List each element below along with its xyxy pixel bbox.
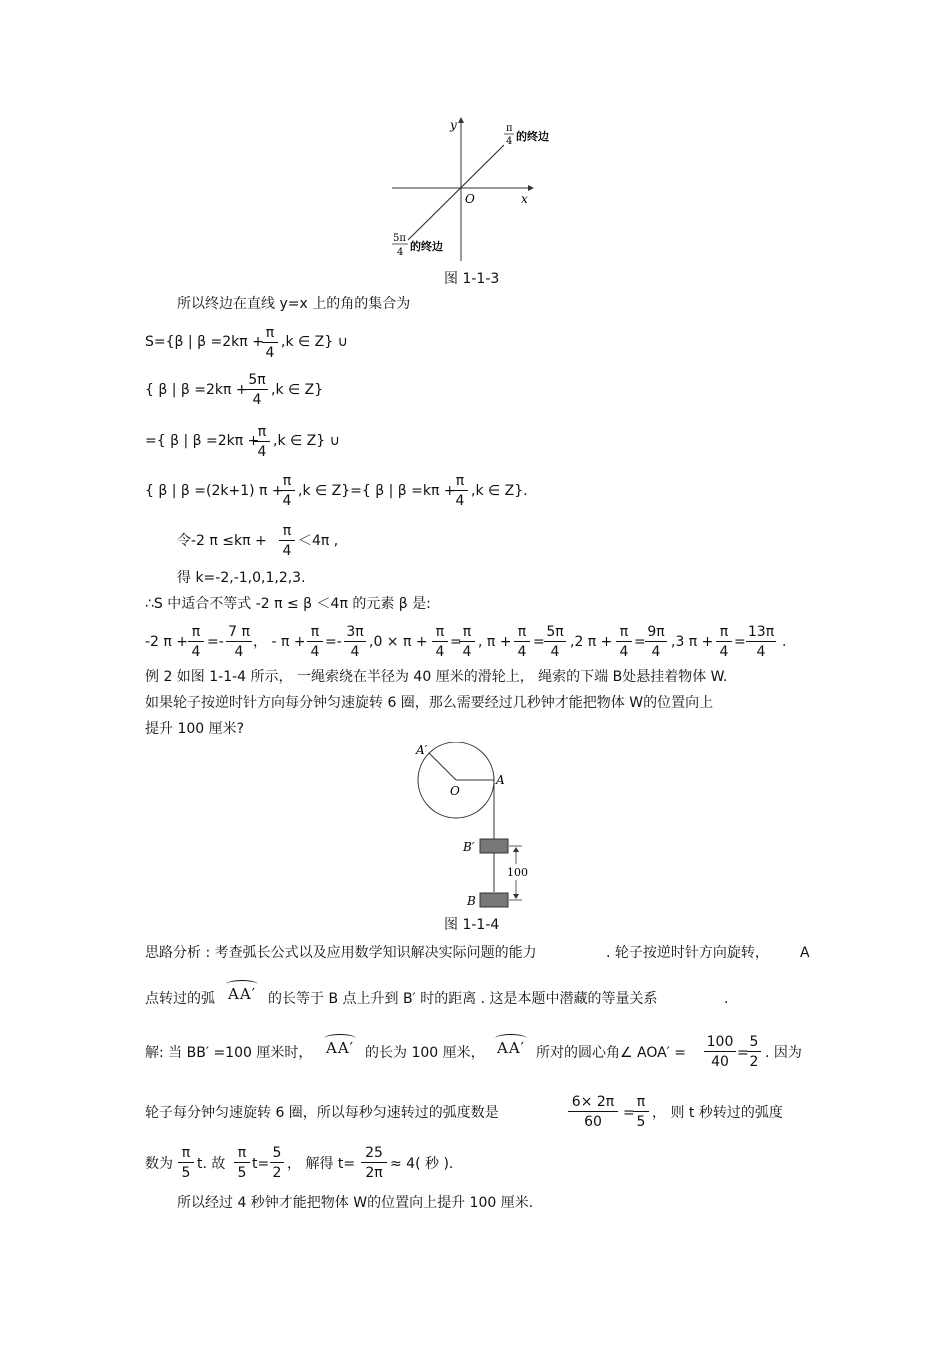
label-O: O	[450, 784, 460, 798]
fraction: $\frac{3\pi}{4}$	[344, 624, 366, 660]
fraction: $\frac{\pi}{4}$	[262, 325, 278, 361]
fraction: $\frac{5}{2}$	[747, 1034, 761, 1070]
fraction: $\frac{\pi}{4}$	[307, 624, 323, 660]
set-line-2: { β | β =2kπ +	[145, 382, 248, 398]
analysis-line-2: 点转过的弧	[145, 991, 215, 1007]
set-line-4-mid: ,k ∈ Z}={ β | β =kπ +	[298, 483, 456, 499]
text-line: 得 k=-2,-1,0,1,2,3.	[177, 570, 306, 586]
fraction: $\frac{9\pi}{4}$	[645, 624, 667, 660]
elem-part: ,2 π +	[570, 634, 613, 650]
label-A-prime: A′	[416, 743, 428, 757]
label-A: A	[496, 773, 505, 787]
elem-part: =	[533, 634, 545, 650]
fraction: $\frac{\pi}{4}$	[254, 424, 270, 460]
fraction: $\frac{5\pi}{4}$	[544, 624, 566, 660]
solution-line-3-b: t. 故	[197, 1156, 226, 1172]
pi54-numerator: 5π	[393, 233, 406, 244]
solution-line-3-e: ≈ 4( 秒 ).	[390, 1156, 454, 1172]
label-distance: 100	[507, 866, 528, 879]
solution-line-2-tail: ， 则 t 秒转过的弧度	[652, 1105, 783, 1121]
pi4-numerator: π	[506, 123, 513, 134]
fraction: $\frac{6\times 2\pi}{60}$	[568, 1094, 618, 1130]
arc-AA: AA′	[497, 1039, 526, 1057]
elem-part: ,3 π +	[671, 634, 714, 650]
figure-caption-1: 图 1-1-3	[444, 271, 500, 287]
set-line-4: { β | β =(2k+1) π +	[145, 483, 284, 499]
set-line-3-tail: ,k ∈ Z} ∪	[273, 433, 340, 449]
figure-pulley	[410, 742, 540, 912]
elem-part: ， - π +	[253, 634, 306, 650]
figure-caption-2: 图 1-1-4	[444, 917, 500, 933]
arc-AA: AA′	[228, 985, 257, 1003]
fraction: $\frac{7 \pi}{4}$	[226, 624, 252, 660]
solution-line: 解: 当 BB′ =100 厘米时，	[145, 1045, 313, 1061]
solution-line-end: . 因为	[765, 1045, 802, 1061]
solution-line-3-c: t=	[252, 1156, 270, 1172]
elem-part: -2 π +	[145, 634, 189, 650]
pi4-denominator: 4	[506, 136, 513, 147]
example-line: 提升 100 厘米?	[145, 721, 245, 737]
fraction: $\frac{13\pi}{4}$	[747, 624, 775, 660]
solution-line-3: 数为	[145, 1156, 173, 1172]
fraction: $\frac{\pi}{4}$	[514, 624, 530, 660]
origin-label: O	[465, 192, 475, 206]
axis-x-label: x	[521, 192, 528, 206]
fraction: $\frac{\pi}{4}$	[716, 624, 732, 660]
analysis-line-2-tail: 的长等于 B 点上升到 B′ 时的距离 . 这是本题中潜藏的等量关系	[268, 991, 658, 1007]
fraction: $\frac{5\pi}{4}$	[246, 372, 268, 408]
analysis-line: A	[800, 945, 810, 961]
arc-AA: AA′	[326, 1039, 355, 1057]
text-line: ∴S 中适合不等式 -2 π ≤ β ＜4π 的元素 β 是:	[145, 596, 431, 612]
conclusion-line: 所以经过 4 秒钟才能把物体 W的位置向上提升 100 厘米.	[177, 1195, 534, 1211]
fraction: $\frac{\pi}{4}$	[279, 473, 295, 509]
fraction: $\frac{100}{40}$	[704, 1034, 736, 1070]
elem-part: =	[634, 634, 646, 650]
example-line: 如果轮子按逆时针方向每分钟匀速旋转 6 圈，那么需要经过几秒钟才能把物体 W的位置向上	[145, 695, 714, 711]
set-line-1: S={β | β =2kπ +	[145, 334, 264, 350]
fraction: $\frac{\pi}{4}$	[452, 473, 468, 509]
fraction: $\frac{25}{2\pi}$	[361, 1145, 387, 1181]
label-B: B	[467, 894, 476, 908]
fraction: $\frac{\pi}{5}$	[178, 1145, 194, 1181]
elem-part: .	[782, 634, 787, 650]
set-line-2-tail: ,k ∈ Z}	[271, 382, 324, 398]
equals: =	[737, 1045, 749, 1061]
analysis-line-2-end: .	[724, 991, 729, 1007]
analysis-line: 思路分析 : 考查弧长公式以及应用数学知识解决实际问题的能力	[145, 945, 537, 961]
fraction: $\frac{\pi}{4}$	[616, 624, 632, 660]
pi54-terminal-label: 的终边	[410, 240, 443, 253]
text-line: 所以终边在直线 y=x 上的角的集合为	[177, 296, 411, 312]
analysis-line: . 轮子按逆时针方向旋转，	[606, 945, 769, 961]
solution-line-3-d: ， 解得 t=	[287, 1156, 356, 1172]
solution-line-mid: 的长为 100 厘米，	[365, 1045, 485, 1061]
fraction: $\frac{\pi}{4}$	[432, 624, 448, 660]
solution-line-2: 轮子每分钟匀速旋转 6 圈，所以每秒匀速转过的弧度数是	[145, 1105, 499, 1121]
fraction: $\frac{5}{2}$	[270, 1145, 284, 1181]
set-line-4-tail: ,k ∈ Z}.	[471, 483, 528, 499]
set-line-1-tail: ,k ∈ Z} ∪	[281, 334, 348, 350]
elem-part: =-	[325, 634, 342, 650]
axis-y-label: y	[450, 118, 457, 132]
inequality-tail: ＜4π ,	[298, 533, 339, 549]
fraction: $\frac{\pi}{4}$	[459, 624, 475, 660]
inequality-line: 令-2 π ≤kπ +	[177, 533, 267, 549]
set-line-3: ={ β | β =2kπ +	[145, 433, 260, 449]
elem-part: =-	[207, 634, 224, 650]
fraction: $\frac{\pi}{4}$	[188, 624, 204, 660]
equals: =	[623, 1105, 635, 1121]
pi54-denominator: 4	[397, 247, 404, 258]
elem-part: =	[450, 634, 462, 650]
elem-part: , π +	[478, 634, 512, 650]
elem-part: ,0 × π +	[369, 634, 428, 650]
fraction: $\frac{\pi}{4}$	[279, 523, 295, 559]
fraction: $\frac{\pi}{5}$	[633, 1094, 649, 1130]
label-B-prime: B′	[463, 840, 475, 854]
solution-line-mid-2: 所对的圆心角∠ AOA′ =	[536, 1045, 687, 1061]
elem-part: =	[734, 634, 746, 650]
fraction: $\frac{\pi}{5}$	[234, 1145, 250, 1181]
figure-terminal-sides	[388, 115, 568, 265]
pi4-terminal-label: 的终边	[516, 130, 549, 143]
example-line: 例 2 如图 1-1-4 所示， 一绳索绕在半径为 40 厘米的滑轮上， 绳索的下端 B处悬挂着物体 W.	[145, 669, 728, 685]
